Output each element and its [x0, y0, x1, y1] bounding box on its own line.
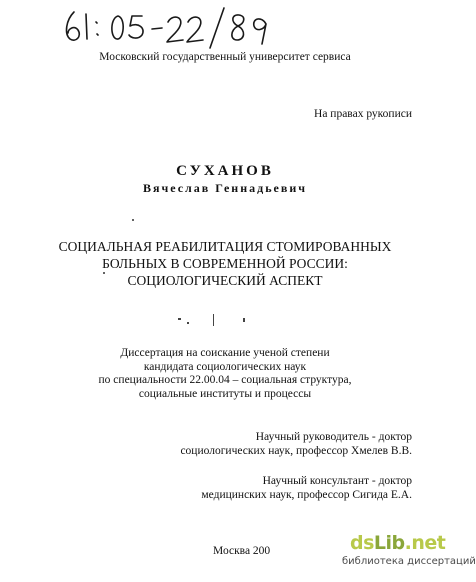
title-line: СОЦИАЛЬНАЯ РЕАБИЛИТАЦИЯ СТОМИРОВАННЫХ — [58, 239, 392, 254]
watermark-logo-ds: ds — [350, 532, 374, 554]
scan-speck — [132, 219, 134, 221]
dslib-watermark — [342, 532, 476, 578]
scan-speck — [243, 318, 245, 322]
dissertation-title — [0, 238, 450, 289]
dissertation-description — [0, 347, 450, 401]
consultant-line: Научный консультант - доктор — [262, 475, 412, 487]
description-line: по специальности 22.00.04 – социальная структура, — [98, 374, 352, 386]
city-year: Москва 200 — [213, 545, 271, 557]
author-first-middle-name: Вячеслав Геннадьевич — [142, 181, 308, 195]
watermark-subtitle: библиотека диссертаций — [342, 556, 476, 567]
rights-notice: На правах рукописи — [314, 108, 412, 120]
watermark-logo-lib: Lib — [373, 532, 405, 554]
author-surname: СУХАНОВ — [176, 163, 274, 179]
handwritten-number-drawing — [60, 4, 300, 50]
title-line: БОЛЬНЫХ В СОВРЕМЕННОЙ РОССИИ: — [102, 256, 348, 271]
supervisor-line: социологических наук, профессор Хмелев В.В. — [180, 445, 412, 457]
watermark-logo — [350, 532, 445, 554]
description-line: кандидата социологических наук — [143, 360, 307, 373]
scan-speck — [103, 272, 105, 274]
university-name: Московский государственный университет сервиса — [99, 51, 351, 63]
watermark-logo-net: .net — [404, 532, 446, 554]
description-line: Диссертация на соискание ученой степени — [120, 347, 330, 359]
handwritten-catalog-number — [60, 4, 300, 50]
scan-speck — [213, 314, 214, 326]
scan-speck — [178, 318, 181, 320]
description-line: социальные институты и процессы — [138, 387, 312, 400]
scientific-consultant — [201, 474, 412, 502]
title-line: СОЦИОЛОГИЧЕСКИЙ АСПЕКТ — [127, 273, 323, 288]
scientific-supervisor — [180, 430, 412, 458]
consultant-line: медицинских наук, профессор Сигида Е.А. — [201, 489, 412, 501]
supervisor-line: Научный руководитель - доктор — [255, 431, 412, 443]
scan-speck — [187, 322, 189, 324]
